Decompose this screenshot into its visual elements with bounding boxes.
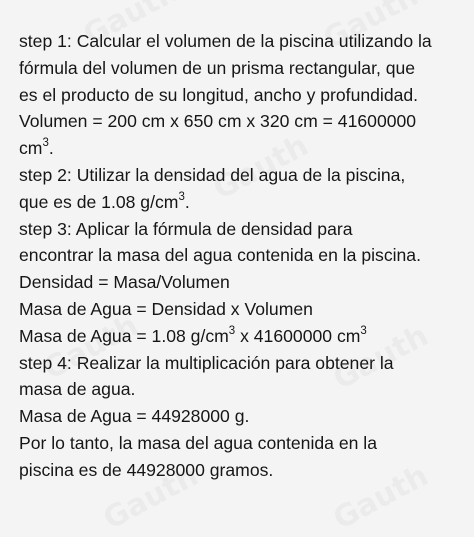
text-segment: que es de 1.08 g/cm [19, 191, 179, 212]
text-line [19, 269, 465, 296]
text-line [19, 403, 465, 430]
text-line [19, 296, 465, 323]
text-line [19, 135, 465, 162]
superscript: 3 [178, 190, 185, 203]
text-segment: Masa de Agua = 1.08 g/cm [19, 325, 229, 346]
text-line [19, 457, 465, 484]
text-segment: cm [19, 138, 43, 159]
text-segment: step 3: Aplicar la fórmula de densidad para [19, 218, 353, 239]
superscript: 3 [360, 324, 367, 337]
text-line [19, 28, 465, 55]
text-segment: Densidad = Masa/Volumen [19, 272, 230, 293]
text-line [19, 350, 465, 377]
text-line [19, 376, 465, 403]
text-segment: step 2: Utilizar la densidad del agua de la piscina, [19, 164, 406, 185]
text-segment: . [184, 191, 190, 212]
text-line [19, 189, 465, 216]
solution-text [19, 28, 465, 484]
text-line [19, 242, 465, 269]
text-line [19, 216, 465, 243]
text-line [19, 82, 465, 109]
text-line [19, 162, 465, 189]
text-line [19, 430, 465, 457]
text-segment: es el producto de su longitud, ancho y profundidad. [19, 84, 419, 105]
text-line [19, 323, 465, 350]
text-segment: Masa de Agua = Densidad x Volumen [19, 298, 313, 319]
text-line [19, 108, 465, 135]
text-segment: Por lo tanto, la masa del agua contenida en la [19, 432, 377, 453]
text-segment: Masa de Agua = 44928000 g. [19, 406, 250, 427]
superscript: 3 [42, 137, 49, 150]
text-segment: step 1: Calcular el volumen de la piscina utilizando la [19, 31, 432, 51]
text-segment: Volumen = 200 cm x 650 cm x 320 cm = 41600000 [19, 111, 417, 132]
text-segment: step 4: Realizar la multiplicación para obtener la [19, 352, 394, 373]
text-segment: . [48, 138, 54, 159]
text-segment: fórmula del volumen de un prisma rectangular, que [19, 57, 416, 78]
superscript: 3 [228, 324, 236, 337]
text-segment: x 41600000 cm [235, 325, 361, 346]
text-segment: masa de agua. [19, 379, 136, 400]
text-segment: encontrar la masa del agua contenida en la piscina. [19, 245, 421, 266]
text-line [19, 55, 465, 82]
text-segment: piscina es de 44928000 gramos. [19, 459, 274, 480]
